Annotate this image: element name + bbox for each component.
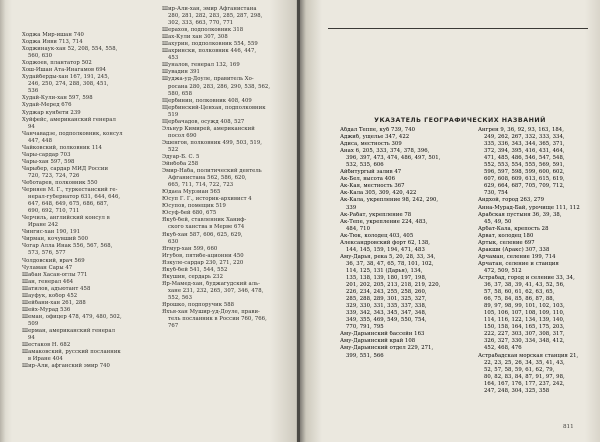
index-entry: Шейх-Мурад 536 — [22, 306, 71, 313]
geo-index-column-1 — [340, 127, 480, 360]
index-entry-continuation: 45, 49, 50 — [484, 218, 512, 225]
index-entry: Анна-Мурад-Бай, урочище 111, 112 — [478, 204, 580, 211]
index-entry: Ак-Тюк, колодец 403, 405 — [340, 232, 414, 239]
index-entry: Щербинин, полковник 408, 409 — [162, 97, 252, 104]
index-entry: Ангрен 9, 36, 92, 93, 163, 184, — [478, 127, 564, 133]
index-entry-continuation: хане 231, 232, 265, 307, 346, 478, — [168, 287, 264, 294]
name-index-column-2 — [162, 6, 290, 330]
index-entry: Шейбани-хан 261, 288 — [22, 299, 86, 306]
index-entry-continuation: посол 690 — [168, 132, 197, 139]
index-entry-continuation: 89, 97, 98, 99, 101, 102, 103, — [484, 303, 565, 310]
index-entry-continuation: 767 — [168, 323, 179, 330]
index-entry: Арват, колодец 180 — [478, 232, 534, 239]
index-entry: Яхъя-хан Мушир-уд-Доуле, прави- — [162, 309, 260, 316]
index-entry: Чолдовский, врач 569 — [22, 257, 85, 264]
index-entry: Чарыбер, сардар МИД России — [22, 165, 109, 172]
index-entry: Хош-Ишан Ата-Инагамов 694 — [22, 67, 107, 74]
index-entry: Худайберды-хан 167, 191, 245, — [22, 74, 110, 81]
index-entry: Арчаман, селение 199, 714 — [478, 253, 556, 260]
index-entry: Шан, генерал 464 — [22, 278, 74, 285]
index-entry-continuation: 94 — [28, 123, 35, 130]
index-entry-continuation: 720, 723, 724, 726 — [28, 172, 80, 179]
index-entry-continuation: 519 — [168, 111, 179, 118]
index-entry: Ярошко, подпоручик 588 — [162, 301, 235, 308]
index-entry-continuation: 36, 37, 38, 39, 41, 43, 52, 56, — [484, 282, 565, 289]
index-entry: Айбитургый залив 47 — [340, 169, 402, 176]
index-entry: Эшенгов, полковник 499, 503, 519, — [162, 139, 262, 146]
index-entry: Астрабад, город и селение 33, 34, — [478, 274, 575, 281]
index-entry: Шуджа-уд-Доуле, правитель Хо- — [162, 76, 254, 83]
index-entry-continuation: 629, 664, 687, 705, 709, 712, — [484, 183, 565, 190]
index-entry-continuation: 329, 330, 331, 335, 337, 338, — [346, 303, 427, 310]
index-entry: Чогар Алла Инак 556, 567, 568, — [22, 243, 113, 250]
index-entry: Аму-Дарья, река 5, 20, 28, 33, 34, — [340, 253, 436, 260]
index-entry-continuation: нерал-губернатор 631, 644, 646, — [28, 194, 121, 201]
index-entry: Ак-Тепе, укрепление 224, 483, — [340, 218, 428, 225]
index-entry: Чайковский, полковник 114 — [22, 144, 102, 151]
index-entry-continuation: 552, 553, 554, 555, 569, 591, — [484, 162, 565, 169]
index-entry-continuation: 114, 116, 122, 134, 139, 140, — [484, 317, 565, 324]
index-entry: Шуналов, генерал 132, 169 — [162, 62, 240, 69]
index-entry: Абдал Теппе, куб 739, 740 — [340, 127, 416, 133]
index-entry-continuation: 339, 342, 343, 345, 347, 348, — [346, 310, 427, 317]
index-entry-continuation: 596, 597, 598, 599, 600, 602, — [484, 169, 565, 176]
index-entry-continuation: 372, 394, 395, 416, 431, 464, — [484, 148, 565, 155]
index-entry: Язкуле-сардар 230, 271, 220 — [162, 259, 244, 266]
index-entry: Чанчавадзе, подполковник, консул — [22, 130, 123, 137]
index-entry-continuation: 326, 327, 330, 334, 348, 412, — [484, 338, 565, 345]
index-entry: Яр-Мамед-хан, буджагудский аль- — [162, 280, 260, 287]
index-entry-continuation: 484, 710 — [346, 225, 370, 232]
index-entry-continuation: 144, 145, 159, 194, 471, 483 — [346, 246, 425, 253]
index-entry-continuation: 105, 106, 107, 108, 109, 110, — [484, 310, 565, 317]
index-entry: Эмир-Наба, политический деятель — [162, 168, 262, 175]
index-entry-continuation: ского ханства в Мерве 674 — [168, 224, 245, 231]
index-entry-continuation: 536 — [28, 88, 39, 95]
index-entry: Чеботарев, полковник 550 — [22, 179, 98, 186]
index-entry: Эльнур Кимирей, американский — [162, 125, 255, 132]
index-entry: Худай-Кули-хан 597, 598 — [22, 95, 93, 102]
index-entry-continuation: 552, 563 — [168, 294, 192, 301]
index-entry: Арчатан, селение и станция — [478, 260, 559, 267]
index-entry-continuation: 399, 551, 566 — [346, 352, 384, 359]
index-entry: Анах 6, 205, 333, 374, 378, 396, — [340, 148, 430, 155]
index-entry-continuation: 452, 468, 476 — [484, 345, 522, 352]
index-entry: Ак-Кала 305, 309, 420, 422 — [340, 190, 417, 197]
name-index-column-1 — [22, 32, 152, 370]
index-entry-continuation: 580, 658 — [168, 90, 192, 97]
index-entry: Чирман, кочувший 500 — [22, 236, 89, 243]
index-entry-continuation: 94 — [28, 335, 35, 342]
index-entry-continuation: 226, 234, 243, 255, 258, 260, — [346, 289, 427, 296]
index-entry-continuation: 222, 227, 303, 307, 308, 317, — [484, 331, 565, 338]
index-entry-continuation: 249, 262, 267, 332, 333, 334, — [484, 134, 565, 141]
index-entry-continuation: 573, 576, 577 — [28, 250, 66, 257]
index-entry-continuation: 246, 250, 274, 288, 308, 451, — [28, 81, 109, 88]
index-entry: Ходжинаук-хан 52, 208, 554, 558, — [22, 46, 118, 53]
index-entry: Шауфук, кобор 452 — [22, 292, 78, 299]
index-entry-continuation: 472, 509, 512 — [484, 267, 522, 274]
index-entry-continuation: 80, 82, 83, 84, 87, 91, 97, 98, — [484, 373, 565, 380]
index-entry: Артык, селение 697 — [478, 239, 535, 246]
index-entry: Ак-Рабат, укрепление 78 — [340, 211, 412, 218]
index-entry: Шеман, офицер 478, 479, 480, 502, — [22, 313, 122, 320]
index-entry-continuation: 335, 336, 343, 344, 365, 371, — [484, 141, 565, 148]
index-entry: Ходжоев, плантатор 502 — [22, 60, 92, 67]
index-entry: Якуб-бей 541, 544, 552 — [162, 266, 228, 273]
index-entry-continuation: Иране 242 — [28, 222, 59, 229]
index-entry: Александровский форт 62, 138, — [340, 239, 431, 246]
index-entry: Шестаков Н. 682 — [22, 342, 71, 349]
index-entry-continuation: 665, 711, 714, 722, 723 — [168, 182, 234, 189]
index-entry: Шерман, американский генерал — [22, 327, 115, 334]
index-entry: Шатилов, адъютант 458 — [22, 285, 91, 292]
index-entry: Арбат-Кала, крепость 28 — [478, 225, 549, 232]
index-entry-continuation: 532, 535, 606 — [346, 162, 384, 169]
index-entry: Шах-Кули хан 307, 308 — [162, 34, 228, 41]
index-entry: Черняев М. Г., туркестанский ге- — [22, 187, 118, 194]
index-entry: Худжар кунбети 239 — [22, 109, 81, 116]
index-entry: Ходжа Ияви 713, 714 — [22, 39, 83, 46]
index-entry: Щербинский-Ценхая, подполковник — [162, 104, 266, 111]
index-entry: Чары-сардар 703 — [22, 151, 71, 158]
index-entry-continuation: 36, 37, 38, 47, 65, 78, 101, 102, — [346, 260, 434, 267]
index-entry-continuation: в Иране 404 — [28, 356, 63, 363]
index-entry: Шерахов, подполковник 318 — [162, 27, 244, 34]
index-entry-continuation: тель посланник в России 760, 766, — [168, 316, 267, 323]
index-entry: Шувадин 391 — [162, 69, 200, 76]
index-entry-continuation: 247, 248, 304, 325, 358 — [484, 387, 550, 394]
index-entry: Шахрински, полковник 446, 447, — [162, 48, 257, 55]
index-entry-continuation: 770, 791, 795 — [346, 324, 384, 331]
index-entry: Андхой, город 263, 279 — [478, 197, 545, 204]
index-entry-continuation: 630 — [168, 238, 179, 245]
index-entry: Ак-Кая, местность 367 — [340, 183, 405, 190]
index-entry: Арабская пустыня 36, 39, 38, — [478, 211, 562, 218]
index-entry-continuation: 349, 355, 469, 549, 550, 754, — [346, 317, 427, 324]
index-entry-continuation: 560, 630 — [28, 53, 52, 60]
index-entry-continuation: 285, 288, 289, 301, 325, 327, — [346, 296, 427, 303]
index-entry: Шахурин, подполковник 554, 559 — [162, 41, 258, 48]
index-entry: Эдуар-Б. С. 5 — [162, 153, 200, 160]
index-entry-continuation: 280, 281, 282, 283, 285, 287, 298, — [168, 13, 263, 20]
index-entry-continuation: Афганистана 562, 586, 620, — [168, 175, 247, 182]
index-entry: Аму-Дарьинский край 108 — [340, 338, 416, 345]
index-entry: Якуб-хан 587, 606, 625, 629, — [162, 231, 243, 238]
index-entry: Юсуп Г. Г., историк-архивист 4 — [162, 196, 252, 203]
index-entry: Юдаеа Мурзиан 565 — [162, 189, 221, 196]
header-rule — [328, 28, 588, 29]
index-entry: Черчиль, английский консул в — [22, 215, 110, 222]
index-entry: Хуйфейс, американский генерал — [22, 116, 116, 123]
index-entry-continuation: 647, 648, 649, 675, 686, 687, — [28, 201, 109, 208]
index-entry-continuation: 164, 167, 176, 177, 237, 242, — [484, 380, 565, 387]
index-entry-continuation: 302, 333, 663, 770, 771 — [168, 20, 234, 27]
index-entry-continuation: 66, 75, 84, 85, 86, 87, 88, — [484, 296, 555, 303]
index-entry-continuation: 22, 23, 25, 26, 34, 35, 41, 43, — [484, 359, 565, 366]
index-entry-continuation: 447, 448 — [28, 137, 52, 144]
index-entry: Астрабадская морская станция 21, — [478, 352, 579, 359]
index-entry: Адиса, местность 309 — [340, 141, 402, 148]
index-entry-continuation: 396, 397, 473, 474, 486, 497, 501, — [346, 155, 441, 162]
index-entry: Эйнбоба 258 — [162, 161, 199, 168]
index-entry: Игубов, пятибе-ационни 450 — [162, 252, 244, 259]
index-entry: Ак-Бел, высота 406 — [340, 176, 396, 183]
index-entry: Якушин, сердарь 232 — [162, 273, 223, 280]
index-entry-continuation: 730, 754 — [484, 190, 508, 197]
index-entry-continuation: 52, 57, 58, 59, 61, 62, 79, — [484, 366, 555, 373]
index-entry: Ходжа Мир-ишан 740 — [22, 32, 84, 38]
index-entry-continuation: 57, 58, 60, 61, 62, 63, 65, — [484, 289, 555, 296]
index-entry: Шамаковский, русский посланник — [22, 349, 121, 356]
index-entry: Чингис-хан 190, 191 — [22, 229, 81, 236]
index-entry: Юсупов, помещик 519 — [162, 203, 226, 210]
index-entry-continuation: 509 — [28, 320, 39, 327]
index-entry-continuation: 471, 485, 486, 546, 547, 548, — [484, 155, 565, 162]
index-entry: Аму-Дарьинский отдел 229, 271, — [340, 345, 434, 352]
index-entry: Аму-Дарьинский бассейн 163 — [340, 331, 425, 338]
left-page — [0, 0, 298, 442]
index-entry: Юсуф-бей 680, 675 — [162, 210, 217, 217]
index-entry: Аджиб, ущелье 347, 422 — [340, 134, 410, 141]
index-entry: Чары-хан 597, 598 — [22, 158, 75, 165]
index-entry: Чуламан Сары 47 — [22, 264, 73, 271]
index-entry: Худай-Меред 676 — [22, 102, 72, 109]
index-entry: Щербачадов, осужд 408, 527 — [162, 118, 245, 125]
index-entry: Шир-Али, афганский эмир 740 — [22, 363, 110, 370]
index-entry: Ягмур-хан 599, 660 — [162, 245, 218, 252]
index-entry: Шир-Али-хан, эмир Афганистана — [162, 6, 257, 12]
index-entry-continuation: 339 — [346, 204, 357, 211]
index-entry-continuation: 690, 692, 710, 711 — [28, 208, 80, 215]
index-entry-continuation: 201, 202, 205, 213, 218, 219, 220, — [346, 282, 441, 289]
index-entry-continuation: 607, 608, 609, 613, 615, 619, — [484, 176, 565, 183]
index-entry: Ак-Кала, укрепление 98, 242, 290, — [340, 197, 439, 204]
index-entry: Якуб-бей, ставленник Ханиф- — [162, 217, 247, 224]
index-entry-continuation: росана 280, 283, 286, 290, 538, 562, — [168, 83, 271, 90]
index-entry-continuation: 114, 125, 131 (Дарья), 134, — [346, 267, 423, 274]
index-entry-continuation: 522 — [168, 146, 179, 153]
index-entry-continuation: 150, 158, 164, 165, 175, 203, — [484, 324, 565, 331]
geo-index-column-2 — [478, 127, 596, 395]
page-edge — [0, 0, 6, 442]
index-entry-continuation: 135, 138, 139, 180, 197, 198, — [346, 274, 427, 281]
index-entry-continuation: 453 — [168, 55, 179, 62]
index-entry: Шабан Хасан-оглы 771 — [22, 271, 88, 278]
section-heading: УКАЗАТЕЛЬ ГЕОГРАФИЧЕСКИХ НАЗВАНИЙ — [374, 117, 546, 124]
page-number: 811 — [563, 424, 574, 430]
index-entry: Аракши (Аракс) 307, 338 — [478, 246, 550, 253]
